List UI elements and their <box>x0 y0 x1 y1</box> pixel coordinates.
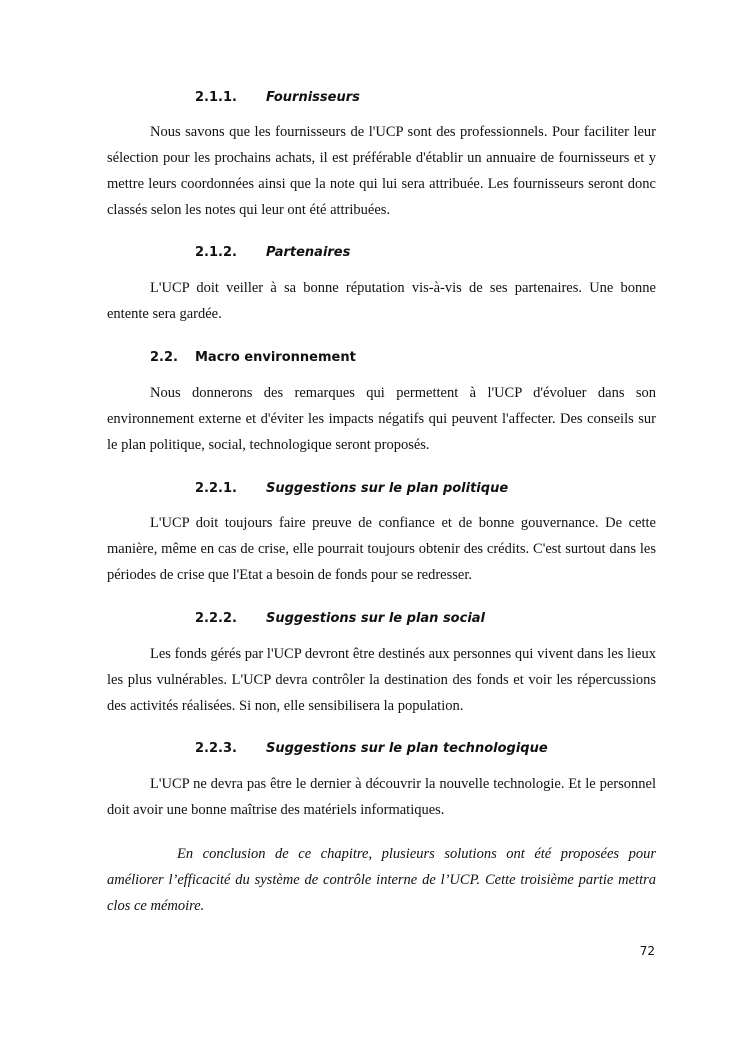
heading-title: Suggestions sur le plan social <box>266 611 486 626</box>
paragraph-plan-technologique: L'UCP ne devra pas être le dernier à découvrir la nouvelle technologie. Et le personnel doit avoir une bonne maîtrise des matériels informatiques. <box>107 776 656 818</box>
heading-number: 2.2.1. <box>195 481 237 496</box>
heading-title: Suggestions sur le plan politique <box>266 481 509 496</box>
heading-title: Suggestions sur le plan technologique <box>266 741 548 756</box>
page-number: 72 <box>639 944 655 958</box>
heading-number: 2.1.2. <box>195 245 237 260</box>
paragraph-macro-environnement: Nous donnerons des remarques qui permettent à l'UCP d'évoluer dans son environnement externe et d'éviter les impacts négatifs qui peuvent l'affecter. Des conseils sur le plan politique, social, technologique seront proposés. <box>107 385 656 453</box>
heading-number: 2.2. <box>150 350 178 365</box>
heading-number: 2.2.3. <box>195 741 237 756</box>
conclusion-paragraph: En conclusion de ce chapitre, plusieurs solutions ont été proposées pour améliorer l’efficacité du système de contrôle interne de l’UCP. Cette troisième partie mettra clos ce mémoire. <box>107 846 656 914</box>
paragraph-plan-social: Les fonds gérés par l'UCP devront être destinés aux personnes qui vivent dans les lieux les plus vulnérables. L'UCP devra contrôler la destination des fonds et voir les répercussions des activités réalisées. Si non, elle sensibilisera la population. <box>107 646 656 714</box>
heading-title: Macro environnement <box>195 350 356 365</box>
paragraph-plan-politique: L'UCP doit toujours faire preuve de confiance et de bonne gouvernance. De cette manière, même en cas de crise, elle pourrait toujours obtenir des crédits. C'est surtout dans les périodes de crise que l'Etat a besoin de fonds pour se redresser. <box>107 515 656 583</box>
heading-title: Partenaires <box>266 245 351 260</box>
heading-number: 2.1.1. <box>195 90 237 105</box>
paragraph-partenaires: L'UCP doit veiller à sa bonne réputation vis-à-vis de ses partenaires. Une bonne entente sera gardée. <box>107 280 656 322</box>
heading-title: Fournisseurs <box>266 90 360 105</box>
paragraph-fournisseurs: Nous savons que les fournisseurs de l'UCP sont des professionnels. Pour faciliter leur sélection pour les prochains achats, il est préférable d'établir un annuaire de fournisseurs et y mettre leurs coordonnées ainsi que la note qui lui sera attribuée. Les fournisseurs seront donc classés selon les notes qui leur ont été attribuées. <box>107 124 656 218</box>
heading-number: 2.2.2. <box>195 611 237 626</box>
